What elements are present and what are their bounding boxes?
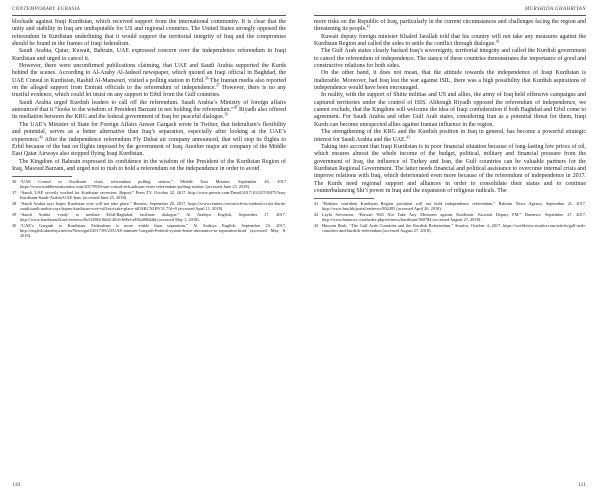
- footnote-ref[interactable]: 43: [406, 135, 410, 140]
- page-number-left: 110: [12, 482, 21, 488]
- right-page: [300, 0, 600, 499]
- footnote-ref[interactable]: 39: [224, 113, 228, 118]
- footnote-ref[interactable]: 42: [495, 39, 500, 44]
- running-head-left: CONTEMPORARY EURASIA: [12, 7, 81, 12]
- paragraph: blockade against Iraqi Kurdistan, which received support from the international community. It is clear that the unity and stability in Iraq are undisputable for US and regional countries. The United States strongly opposed the referendum in Kurdistan underlining that it would support the territorial integrity of Iraq and the compromise should be found in the frames of Iraqi federalism.: [12, 19, 286, 48]
- footnote-ref[interactable]: 40: [39, 135, 43, 140]
- paragraph: The strengthening of the KRG and the Kurdish position in Iraq in general, has become a powerful strategic interest for Saudi Arabia and the UAE.$^{43}$: [314, 129, 586, 143]
- left-body: [12, 19, 286, 239]
- paragraph: The UAE’s Minister of State for Foreign Affairs Anwar Gargash wrote in Twitter, that federalism’s flexibility and potential, serves as a better alternative than Iraq’s separation, especially after looking at the UAE’s experience.$^{40}$ After the independence referendum Fly Dubai air company announced, that will stop its flights to Erbil because of the ban on flights imposed by the government of Iraq. Another major air company of the Middle East Qatar Airways also stopped flying Iraqi Kurdistan.: [12, 121, 287, 158]
- page-number-right: 111: [578, 482, 586, 488]
- footnote: 41 “Bahrain confident Kurdistan Region president will not hold independence referendum,” Bahrain News Agency, September 21, 2017, http://www.bna.bh/portal/en/news/802495 (accessed April 26, 2018).: [314, 201, 586, 212]
- footnote-ref[interactable]: 36: [204, 76, 209, 81]
- right-body: [314, 19, 586, 234]
- header-rule: [314, 15, 586, 16]
- running-head-right: MURSHIDA GHAHRIYAN: [524, 7, 586, 12]
- footnote: 40 “UAE’s Gargash to Kurdistan: Federalism is more viable than separation,” Al Arabiya English, September 23, 2017, http://english.alarabiya.net/en/News/gulf/2017/09/23/UAE-minister-Gargash-Federal-system-better-alternative-to-separation-html (accessed May 8, 2018).: [12, 222, 286, 239]
- paragraph: The Gulf Arab states clearly backed Iraq’s sovereignty, territorial integrity and called the Kurdish government to cancel the referendum of independence. The stance of these countries demonstrates the importance of good and constructive relations for both sides.: [314, 48, 586, 70]
- footnote-ref[interactable]: 41: [366, 24, 371, 29]
- paragraph: Saudi Arabia urged Kurdish leaders to call off the referendum. Saudi Arabia’s Ministry of foreign affairs announced that it “looks to the wisdom of President Barzani in not holding the referendum.”$^{38}$ Riyadh also offered its mediation between the KRG and the federal government of Iraq for peaceful dialogue.$^{39}$: [12, 99, 287, 121]
- footnotes-left: [12, 179, 286, 238]
- footnote: 38 “Saudi Arabia says hopes Kurdistan vote will not take place,” Reuters, September 20, 2017, https://www.reuters.com/article/us-mideast-crisis-kurds-saudi/saudi-arabia-says-hopes-kurdistan-vote-will-not-take-place-idUSKCN1BV1L7?il=0 (accessed April 11, 2018).: [12, 201, 286, 212]
- paragraph: In reality, with the support of Shiite militias and US and allies, the army of Iraq held offensive campaigns and captured territories under the control of ISIS. Although Riyadh opposed the referendum of independence, we cannot exclude, that the Kingdom will welcome the idea of Iraqi confederation if both Baghdad and Erbil come to agreement. For Saudi Arabia and other Gulf Arab states, considering Iran as a potential threat for them, Iraqi Kurds can become unexpected allies against Iranian influence in the region.: [314, 92, 586, 128]
- footnote-ref[interactable]: 38: [233, 105, 238, 110]
- footnote: 42 Layla Stevenson, “Kuwait Will Not Take Any Measures against Kurdistan: Kuwaiti Deputy FM,” Basnews, September 27, 2017, http://www.basnews.com/index.php/en/news/kurdistan/380784 (accessed August 27, 2018).: [314, 212, 586, 223]
- footnote-rule: [314, 198, 374, 199]
- paragraph: Taking into account that Iraqi Kurdistan is in poor financial situation because of long-lasting low prices of oil, which ensures almost the whole income of the budget, political, military and financial pressure from the government of Iraq, the influence of Turkey and Iran, the Gulf countries can be valuable partners for the Kurdistan Regional Government. The latter needs financial and political assistance to overcome internal crisis and improve relations with Iraq, which deteriorated even more because of the referendum of independence in 2017. The Kurds need regional support and alliances in order to consolidate their status and to continue counterbalancing Shi’i power in Iraq and the expansion of religious radicals. The: [314, 143, 586, 194]
- paragraph: Kuwait deputy foreign minister Khaled Jarallah told that his country will not take any measures against the Kurdistan Region and called the sides to settle the conflict through dialogue.$^{42}$: [314, 33, 586, 48]
- header-rule: [12, 15, 286, 16]
- paragraph: However, there were unconfirmed publications claiming, that UAE and Saudi Arabia supported the Kurds behind the scenes. According to Al-Araby Al-Jadeed newspaper, which quoted an Iraqi official in Baghdad, the UAE Consul in Kurdistan, Rashid Al-Mansouri, visited a polling station in Erbil.$^{36}$ The Iranian media also reported on the alleged support from Emirati officials to the referendum of independence.$^{37}$ However, there is no any trustful evidence, which could let insist on any support to Erbil from the Gulf countries.: [12, 63, 286, 99]
- footnote: 37 “Saudi, UAE secretly worked for Kurdistan secession: Report,” Press TV, October 22, 2017, http://www.presstv.com/Detail/2017/10/22/539475/Iraq-Kurdistan-Saudi-Arabia-UAE-Iran, (accessed June 25, 2018).: [12, 190, 286, 201]
- footnote-ref[interactable]: 37: [215, 83, 220, 88]
- footnote: 36 “UAE Consul in Kurdistan visits referendum polling station,” Middle East Monitor, September 26, 2017 https://www.middleeastmonitor.com/20170926-uae-consul-in-kurdistan-visits-referendum-polling-station/ (accessed June 25, 2018).: [12, 179, 286, 190]
- paragraph: more risks on the Republic of Iraq, particularly in the current circumstances and challenges facing the region and threatening its people.$^{41}$: [314, 19, 586, 33]
- footnote: 43 Hussein Ibish, “The Gulf Arab Countries and the Kurdish Referendum,” Stratfor, October 4, 2017, https://worldview.stratfor.com/article/gulf-arab-countries-and-kurdish-referendum (accessed August 27, 2018).: [314, 223, 586, 234]
- paragraph: Saudi Arabia, Qatar, Kuwait, Bahrain, UAE expressed concern over the independence referendum in Iraqi Kurdistan and urged to cancel it.: [12, 48, 286, 62]
- paragraph: The Kingdom of Bahrain expressed its confidence in the wisdom of the President of the Kurdistan Region of Iraq, Masoud Barzani, and urged not to rush to hold a referendum on the independence in order to avoid: [12, 158, 286, 172]
- paragraph: On the other hand, it does not mean, that the attitude towards the independence of Iraqi Kurdistan is inalterable. Moreover, had Iraq lost the war against ISIL, there was a high possibility that Kurdish aspirations of independence would have been encouraged.: [314, 70, 586, 92]
- footnote-rule: [12, 176, 72, 177]
- footnotes-right: [314, 201, 586, 233]
- footnote: 39 “Saudi Arabia ‘ready’ to mediate Erbil-Baghdad, facilitate dialogue,” Al Arabiya English, September 17, 2017, http://www.kurdistan24.net/en/news/8e5269f4-0dd2-40c6-b06d-a856af08ddfd (accessed May 1, 2018).: [12, 211, 286, 223]
